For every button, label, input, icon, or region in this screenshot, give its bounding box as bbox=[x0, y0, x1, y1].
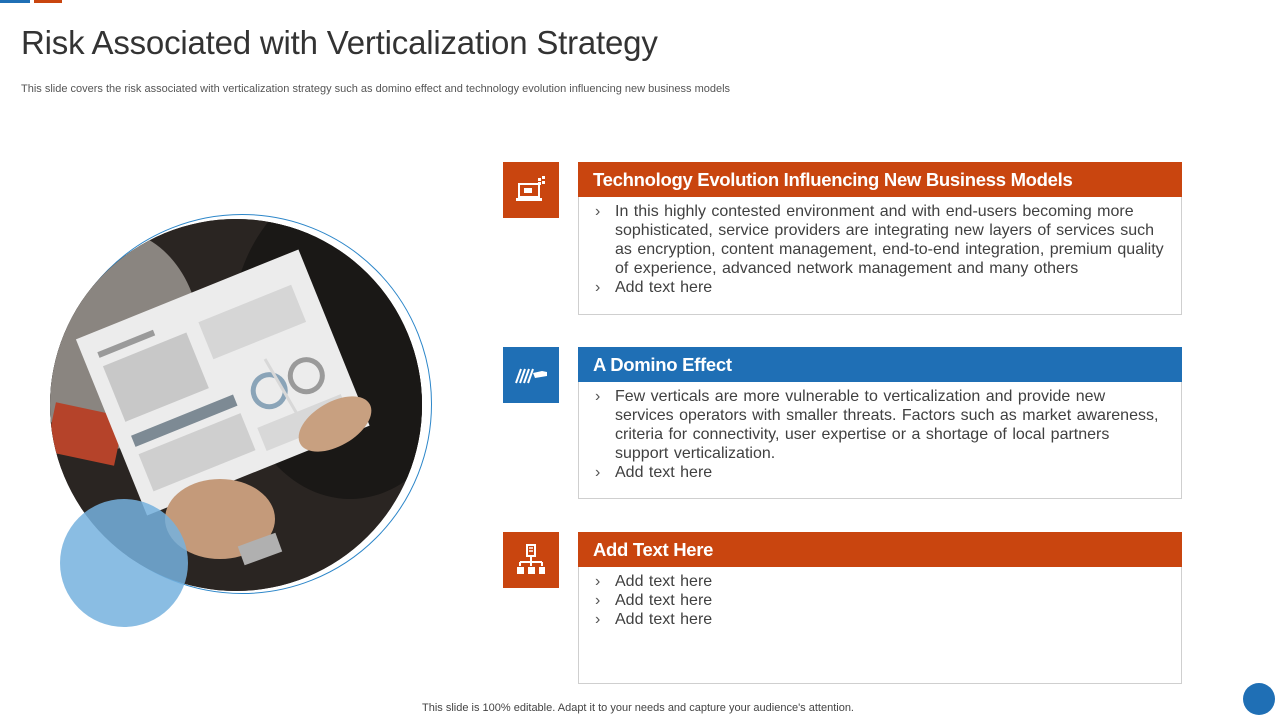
chevron-right-icon: › bbox=[595, 611, 601, 628]
page-subtitle: This slide covers the risk associated with verticalization strategy such as domino effect and technology evolution influencing new business models bbox=[21, 83, 731, 95]
list-item bbox=[595, 610, 1167, 629]
hand-domino-icon bbox=[503, 347, 559, 403]
chevron-right-icon: › bbox=[595, 388, 601, 405]
chevron-right-icon: › bbox=[595, 592, 601, 609]
footer-note: This slide is 100% editable. Adapt it to your needs and capture your audience's attention. bbox=[422, 702, 854, 714]
laptop-icon bbox=[503, 162, 559, 218]
bullet-text: Add text here bbox=[615, 592, 713, 609]
section-heading: Add Text Here bbox=[578, 532, 1182, 567]
chevron-right-icon: › bbox=[595, 203, 601, 220]
bullet-text: Add text here bbox=[615, 279, 713, 296]
section-heading: Technology Evolution Influencing New Business Models bbox=[578, 162, 1182, 197]
list-item bbox=[595, 387, 1167, 463]
accent-bar-orange bbox=[34, 0, 62, 3]
bullet-text: Add text here bbox=[615, 464, 713, 481]
corner-decoration bbox=[1243, 683, 1275, 715]
bullet-text: Few verticals are more vulnerable to verticalization and provide new services operators with smaller threats. Factors such as market awareness, criteria for connectivity, user expertise or a shortage of local partners support verticalization. bbox=[615, 388, 1159, 462]
chevron-right-icon: › bbox=[595, 573, 601, 590]
list-item bbox=[595, 591, 1167, 610]
list-item bbox=[595, 463, 1167, 482]
section-card-technology bbox=[578, 162, 1182, 315]
section-heading: A Domino Effect bbox=[578, 347, 1182, 382]
bullet-text: In this highly contested environment and with end-users becoming more sophisticated, service providers are integrating new layers of services such as encryption, content management, end-to-end integration, premium quality of experience, advanced network management and many others bbox=[615, 203, 1164, 277]
chevron-right-icon: › bbox=[595, 464, 601, 481]
list-item bbox=[595, 202, 1167, 278]
accent-bar-blue bbox=[0, 0, 30, 3]
decorative-blue-circle bbox=[60, 499, 188, 627]
page-title: Risk Associated with Verticalization Strategy bbox=[21, 24, 658, 61]
list-item bbox=[595, 278, 1167, 297]
section-card-add-text bbox=[578, 532, 1182, 684]
bullet-text: Add text here bbox=[615, 611, 713, 628]
list-item bbox=[595, 572, 1167, 591]
org-chart-icon bbox=[503, 532, 559, 588]
bullet-text: Add text here bbox=[615, 573, 713, 590]
section-card-domino bbox=[578, 347, 1182, 499]
chevron-right-icon: › bbox=[595, 279, 601, 296]
